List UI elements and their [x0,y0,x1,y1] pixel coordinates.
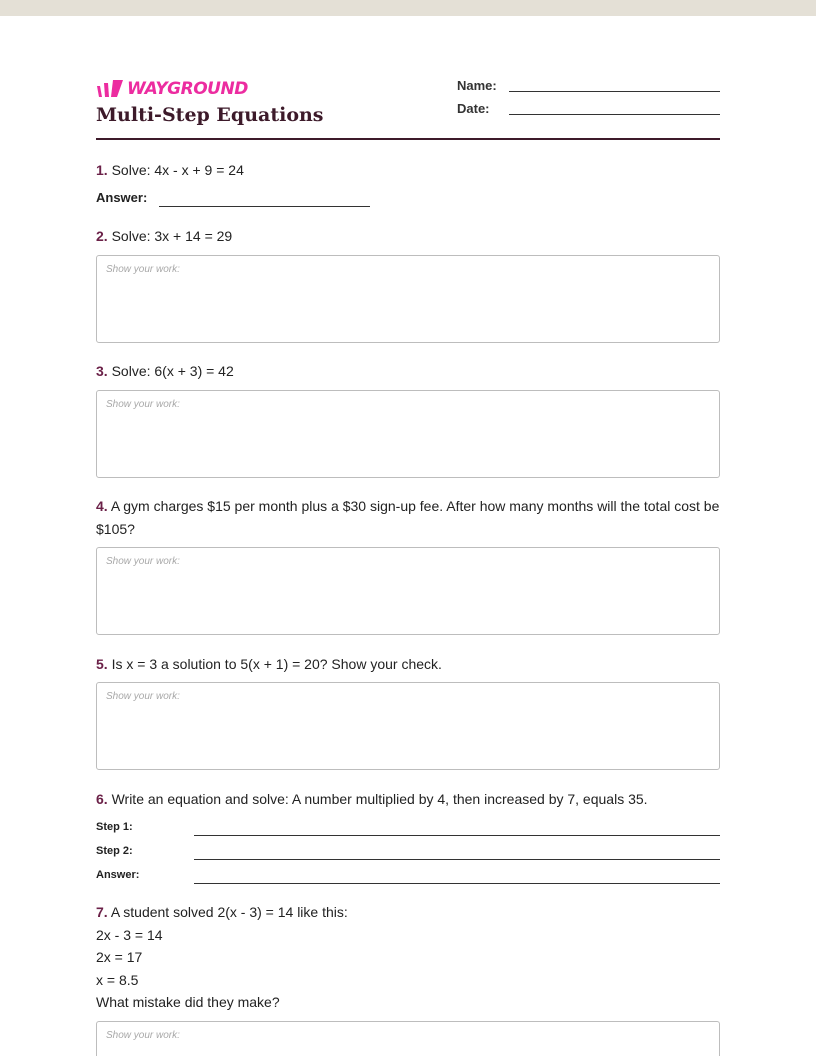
question-text: Is x = 3 a solution to 5(x + 1) = 20? Show your check. [111,656,442,672]
step-1-field[interactable] [194,835,720,836]
question-number: 3. [96,363,108,379]
step-1-label: Step 1: [96,821,133,833]
header-divider [96,138,720,140]
work-box[interactable] [96,1021,720,1056]
question-4 [96,495,720,541]
question-text: Write an equation and solve: A number multiplied by 4, then increased by 7, equals 35. [111,791,648,807]
question-text: A gym charges $15 per month plus a $30 sign-up fee. After how many months will the total cost be $105? [96,498,720,537]
work-box[interactable] [96,547,720,635]
question-text: Solve: 3x + 14 = 29 [111,228,233,244]
step-answer-label: Answer: [96,869,140,881]
question-text: Solve: 6(x + 3) = 42 [111,363,234,379]
work-placeholder: Show your work: [106,691,180,702]
brand-logo [96,78,248,100]
question-6 [96,788,720,811]
name-label: Name: [457,78,497,93]
student-work-line-1: 2x - 3 = 14 [96,927,163,943]
question-number: 6. [96,791,108,807]
question-7 [96,901,720,924]
question-5 [96,653,720,676]
question-text: A student solved 2(x - 3) = 14 like this: [110,904,348,920]
step-2-field[interactable] [194,859,720,860]
top-bar [0,0,816,16]
question-3 [96,360,720,383]
question-number: 2. [96,228,108,244]
student-work-line-2: 2x = 17 [96,949,143,965]
date-field[interactable] [509,114,720,115]
question-number: 5. [96,656,108,672]
work-placeholder: Show your work: [106,556,180,567]
question-number: 1. [96,162,108,178]
worksheet-title: Multi-Step Equations [96,104,324,126]
step-2-label: Step 2: [96,845,133,857]
work-box[interactable] [96,255,720,343]
work-box[interactable] [96,390,720,478]
answer-field[interactable] [159,206,370,207]
question-prompt: What mistake did they make? [96,994,280,1010]
work-placeholder: Show your work: [106,399,180,410]
date-label: Date: [457,101,490,116]
question-number: 4. [96,498,108,514]
question-1 [96,159,720,182]
step-answer-field[interactable] [194,883,720,884]
question-text: Solve: 4x - x + 9 = 24 [111,162,244,178]
name-field[interactable] [509,91,720,92]
brand-name: WAYGROUND [127,79,248,99]
question-number: 7. [96,904,108,920]
student-work-line-3: x = 8.5 [96,972,139,988]
answer-label: Answer: [96,190,148,205]
work-placeholder: Show your work: [106,1030,180,1041]
work-box[interactable] [96,682,720,770]
question-2 [96,225,720,248]
work-placeholder: Show your work: [106,264,180,275]
wayground-logo-icon [96,79,124,99]
